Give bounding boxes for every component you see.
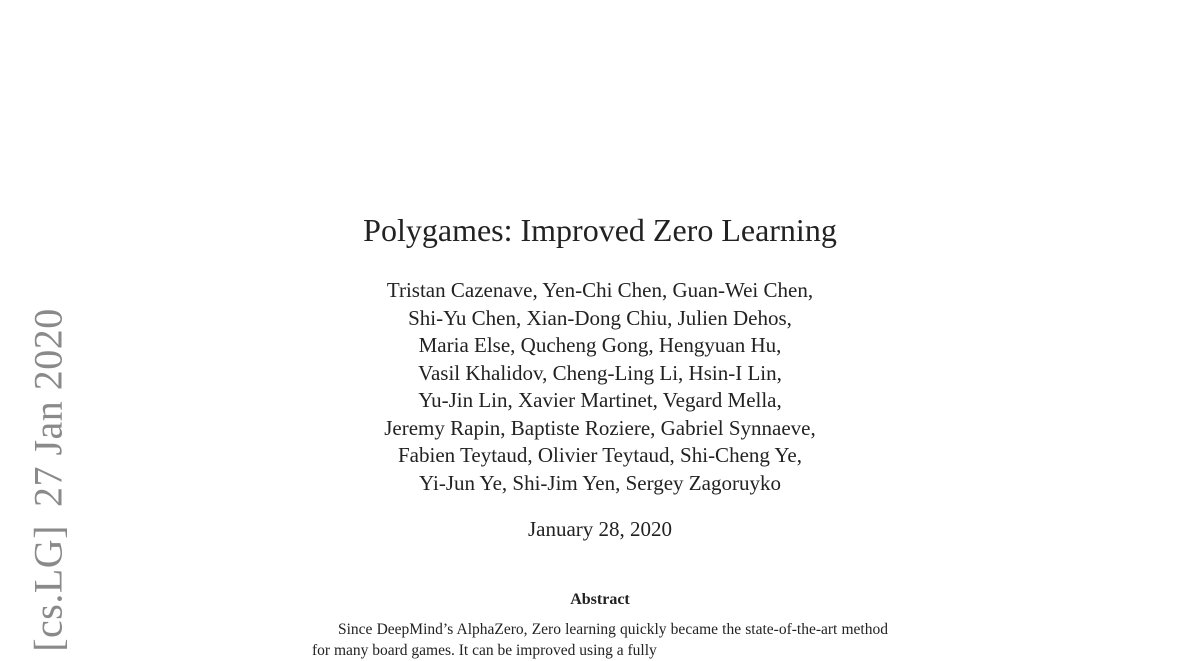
author-line: Fabien Teytaud, Olivier Teytaud, Shi-Cheng Ye, <box>398 443 802 467</box>
arxiv-date: 27 Jan 2020 <box>25 308 71 508</box>
author-line: Maria Else, Qucheng Gong, Hengyuan Hu, <box>418 333 782 357</box>
author-line: Vasil Khalidov, Cheng-Ling Li, Hsin-I Lin, <box>418 360 782 385</box>
author-line: Yi-Jun Ye, Shi-Jim Yen, Sergey Zagoruyko <box>419 470 781 495</box>
author-line: Shi-Yu Chen, Xian-Dong Chiu, Julien Dehos, <box>408 305 792 330</box>
author-list <box>0 277 1200 497</box>
arxiv-category: [cs.LG] <box>25 525 71 652</box>
abstract-heading: Abstract <box>570 591 630 608</box>
paper-date: January 28, 2020 <box>527 517 673 541</box>
paper-title: Polygames: Improved Zero Learning <box>363 212 837 248</box>
author-line: Jeremy Rapin, Baptiste Roziere, Gabriel Synnaeve, <box>384 415 816 440</box>
author-line: Yu-Jin Lin, Xavier Martinet, Vegard Mella, <box>418 388 782 412</box>
author-line: Tristan Cazenave, Yen-Chi Chen, Guan-Wei Chen, <box>386 278 814 302</box>
abstract-text: Since DeepMind’s AlphaZero, Zero learning quickly became the state-of-the-art method for many board games. It can be improved using a fully <box>312 621 888 659</box>
